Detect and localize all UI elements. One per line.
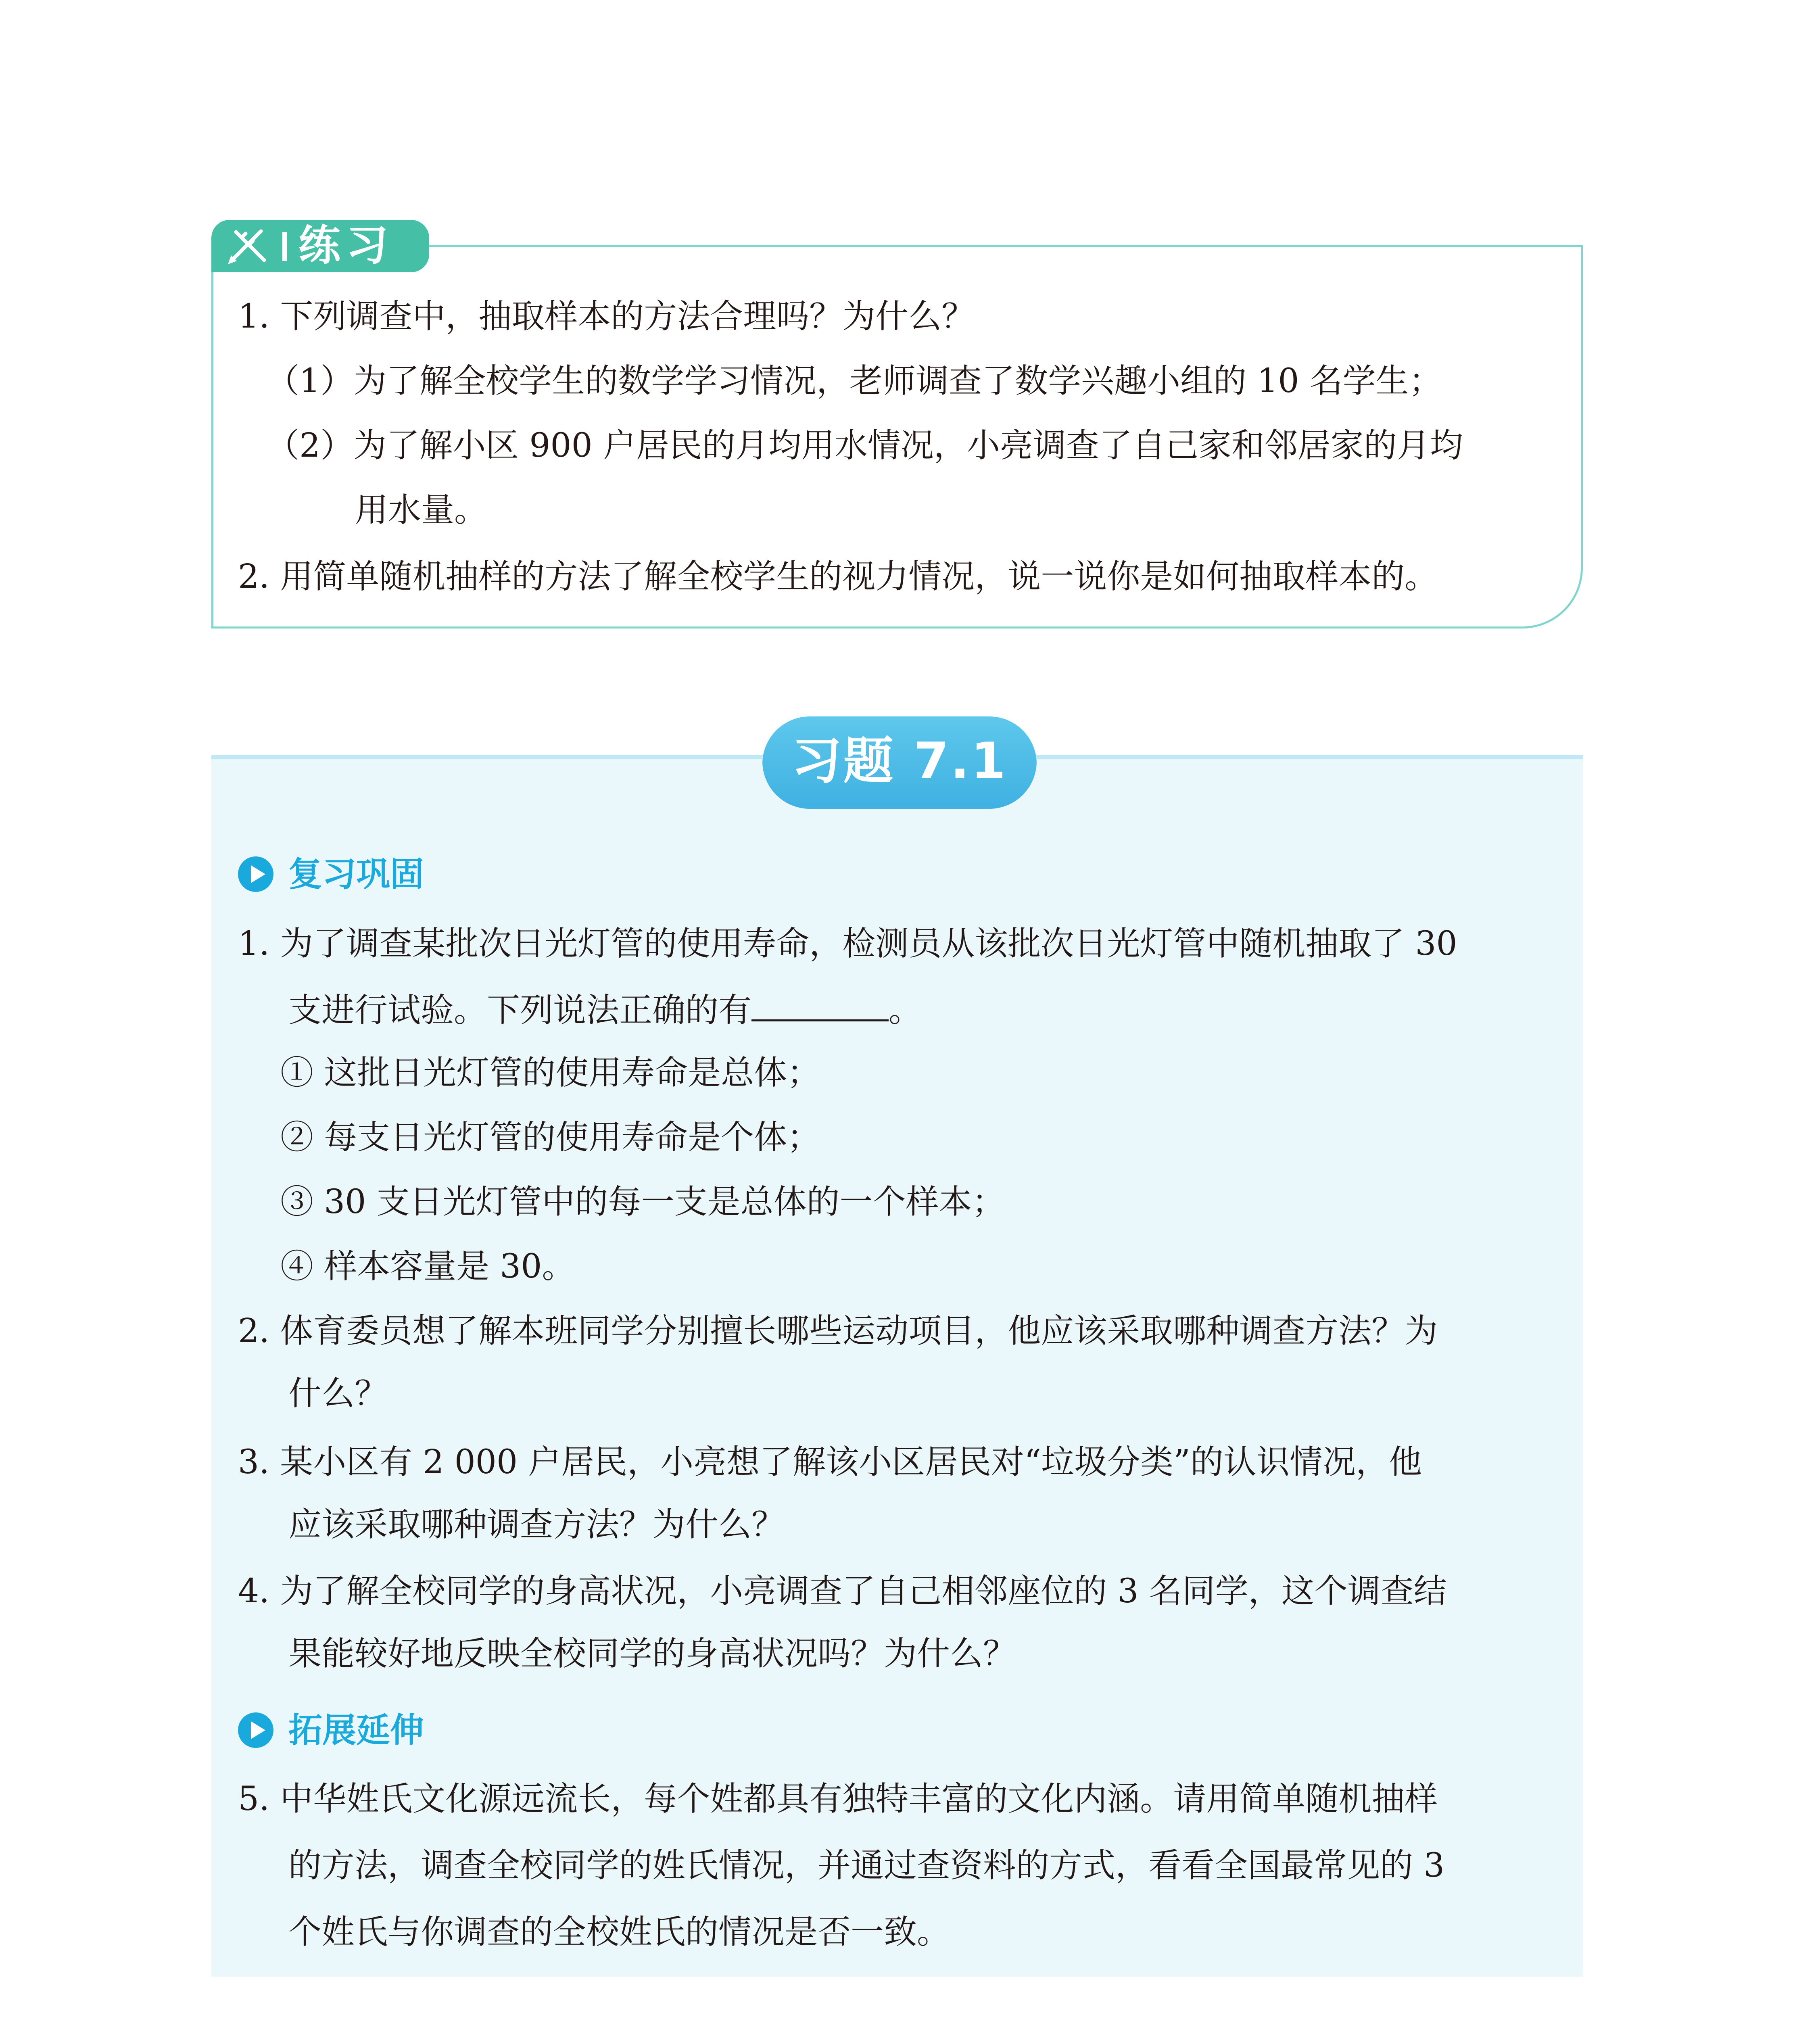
question-1-text: 支进行试验。下列说法正确的有 xyxy=(288,991,752,1029)
practice-header-divider xyxy=(282,232,287,261)
practice-title: 练习 xyxy=(298,221,394,270)
exercise-question-3-cont: 应该采取哪种调查方法？为什么？ xyxy=(288,1505,785,1544)
practice-question-1: 1. 下列调查中，抽取样本的方法合理吗？为什么？ xyxy=(238,297,975,336)
exercise-question-3: 3. 某小区有 2 000 户居民，小亮想了解该小区居民对“垃圾分类”的认识情况，他 xyxy=(238,1443,1422,1481)
practice-question-2: 2. 用简单随机抽样的方法了解全校学生的视力情况，说一说你是如何抽取样本的。 xyxy=(238,557,1438,596)
play-icon xyxy=(238,1712,273,1748)
section-extension: 拓展延伸 xyxy=(288,1710,424,1750)
practice-question-1-2-cont: 用水量。 xyxy=(355,491,488,529)
exercise-question-5-cont-2: 个姓氏与你调查的全校姓氏的情况是否一致。 xyxy=(288,1913,950,1951)
exercise-question-2: 2. 体育委员想了解本班同学分别擅长哪些运动项目，他应该采取哪种调查方法？为 xyxy=(238,1312,1438,1350)
question-1-end: 。 xyxy=(889,991,922,1029)
exercise-question-2-cont: 什么？ xyxy=(288,1374,388,1413)
exercise-question-5-cont-1: 的方法，调查全校同学的姓氏情况，并通过查资料的方式，看看全国最常见的 3 xyxy=(288,1846,1445,1885)
exercise-question-1-cont xyxy=(288,988,922,1033)
practice-question-1-2: （2）为了解小区 900 户居民的月均用水情况，小亮调查了自己家和邻居家的月均 xyxy=(266,426,1463,465)
option-2: ② 每支日光灯管的使用寿命是个体； xyxy=(280,1118,820,1157)
section-review: 复习巩固 xyxy=(288,854,424,894)
exercise-question-4-cont: 果能较好地反映全校同学的身高状况吗？为什么？ xyxy=(288,1635,1016,1673)
answer-blank xyxy=(751,990,889,1021)
pencil-ruler-icon xyxy=(224,224,272,268)
option-4: ④ 样本容量是 30。 xyxy=(280,1247,575,1286)
practice-question-1-1: （1）为了解全校学生的数学学习情况，老师调查了数学兴趣小组的 10 名学生； xyxy=(266,362,1442,400)
option-3: ③ 30 支日光灯管中的每一支是总体的一个样本； xyxy=(280,1183,1005,1221)
exercise-title: 习题 7.1 xyxy=(791,732,1008,790)
exercise-question-1: 1. 为了调查某批次日光灯管的使用寿命，检测员从该批次日光灯管中随机抽取了 30 xyxy=(238,925,1457,963)
exercise-question-5: 5. 中华姓氏文化源远流长，每个姓都具有独特丰富的文化内涵。请用简单随机抽样 xyxy=(238,1780,1438,1818)
exercise-question-4: 4. 为了解全校同学的身高状况，小亮调查了自己相邻座位的 3 名同学，这个调查结 xyxy=(238,1572,1447,1610)
play-icon xyxy=(238,856,273,892)
option-1: ① 这批日光灯管的使用寿命是总体； xyxy=(280,1054,820,1092)
